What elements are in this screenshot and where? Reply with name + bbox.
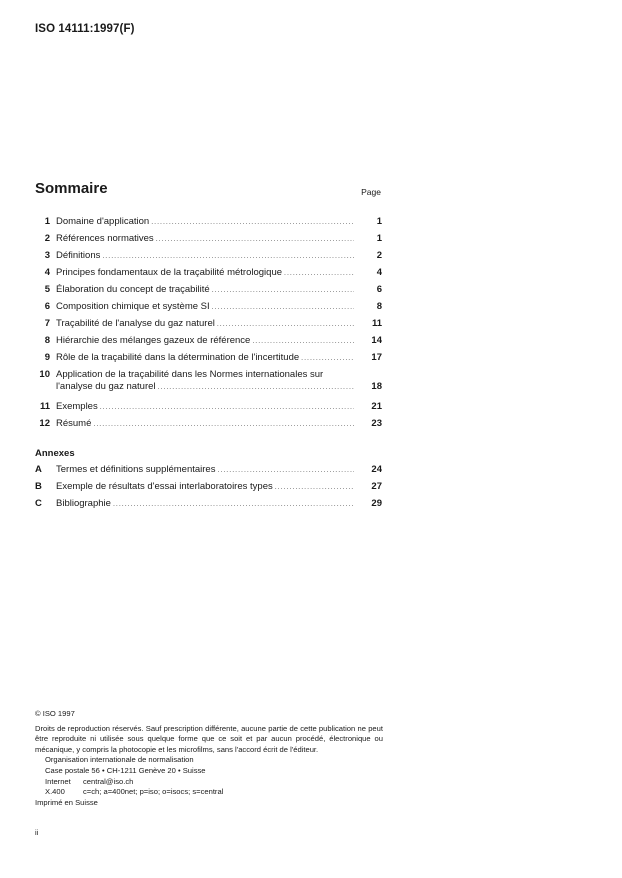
toc-entry-text: Rôle de la traçabilité dans la détermination de l'incertitude [56, 352, 300, 363]
toc-entry-page: 21 [371, 401, 382, 412]
toc-list [34, 216, 382, 435]
toc-entry[interactable] [34, 284, 382, 301]
toc-entry[interactable] [34, 352, 382, 369]
toc-entry-text: Résumé [56, 418, 92, 429]
leader-dots [113, 501, 354, 508]
toc-entry-text: Élaboration du concept de traçabilité [56, 284, 210, 295]
toc-entry-text: Exemples [56, 401, 98, 412]
annex-page: 29 [371, 498, 382, 509]
toc-entry-number: 8 [44, 335, 50, 346]
copyright-rights: Droits de reproduction réservés. Sauf prescription différente, aucune partie de cette publication ne peut être reproduite ni utilisée sous quelque forme que ce soit et par aucun procédé, électronique ou mécanique, y compris la photocopie et les microfilms, sans l'accord écrit de l'éditeur. [35, 723, 383, 754]
toc-entry[interactable] [34, 401, 382, 418]
toc-entry[interactable] [34, 250, 382, 267]
toc-entry-number: 4 [44, 267, 50, 278]
toc-entry-page: 14 [371, 335, 382, 346]
toc-entry-page: 23 [371, 418, 382, 429]
annex-entry[interactable] [34, 481, 382, 498]
toc-entry-text: Hiérarchie des mélanges gazeux de référence [56, 335, 251, 346]
annex-heading: Annexes [35, 448, 75, 459]
toc-entry-number: 7 [44, 318, 50, 329]
document-id: ISO 14111:1997(F) [35, 23, 135, 35]
annex-page: 27 [371, 481, 382, 492]
leader-dots [156, 236, 354, 243]
toc-entry-text: Composition chimique et système SI [56, 301, 210, 312]
toc-entry-text-line1: Application de la traçabilité dans les Normes internationales sur [56, 369, 324, 380]
toc-entry-page: 8 [376, 301, 382, 312]
toc-entry[interactable] [34, 418, 382, 435]
organization-address: Case postale 56 • CH-1211 Genève 20 • Suisse [45, 765, 206, 775]
leader-dots [284, 270, 354, 277]
leader-dots [93, 421, 354, 428]
toc-entry[interactable] [34, 267, 382, 284]
toc-entry-page: 1 [376, 216, 382, 227]
toc-entry[interactable] [34, 369, 382, 401]
toc-entry-text: Principes fondamentaux de la traçabilité métrologique [56, 267, 283, 278]
copyright-block [35, 709, 383, 808]
organization-name: Organisation internationale de normalisation [45, 755, 194, 765]
toc-entry-page: 1 [376, 233, 382, 244]
toc-entry-text: Domaine d'application [56, 216, 150, 227]
toc-entry-number: 3 [44, 250, 50, 261]
toc-entry[interactable] [34, 318, 382, 335]
annex-text: Bibliographie [56, 498, 111, 509]
leader-dots [275, 484, 354, 491]
toc-entry-text: Références normatives [56, 233, 154, 244]
annex-letter: B [35, 481, 42, 492]
toc-entry-page: 11 [371, 318, 382, 329]
toc-entry-page: 18 [371, 381, 382, 392]
leader-dots [217, 321, 354, 328]
leader-dots [158, 384, 354, 391]
toc-entry[interactable] [34, 216, 382, 233]
toc-entry-number: 5 [44, 284, 50, 295]
toc-entry-number: 10 [39, 369, 50, 380]
toc-entry-page: 2 [376, 250, 382, 261]
toc-entry-page: 4 [376, 267, 382, 278]
annex-text: Termes et définitions supplémentaires [56, 464, 216, 475]
x400-label: X.400 [45, 787, 65, 797]
toc-entry-number: 1 [44, 216, 50, 227]
copyright-notice: © ISO 1997 [35, 709, 75, 718]
toc-entry-number: 9 [44, 352, 50, 363]
leader-dots [102, 253, 354, 260]
internet-address: central@iso.ch [83, 776, 134, 786]
internet-label: Internet [45, 776, 71, 786]
toc-entry-number: 11 [39, 401, 50, 412]
toc-entry-number: 12 [39, 418, 50, 429]
toc-entry-number: 2 [44, 233, 50, 244]
page-number: ii [35, 828, 39, 837]
leader-dots [301, 355, 354, 362]
annex-entry[interactable] [34, 464, 382, 481]
leader-dots [100, 404, 354, 411]
leader-dots [252, 338, 354, 345]
printed-in: Imprimé en Suisse [35, 797, 98, 807]
internet-contact [35, 777, 383, 788]
annex-letter: A [35, 464, 42, 475]
toc-entry-text: Définitions [56, 250, 101, 261]
page-column-header: Page [361, 187, 381, 197]
annex-letter: C [35, 498, 42, 509]
annex-list [34, 464, 382, 515]
leader-dots [212, 287, 354, 294]
toc-entry[interactable] [34, 233, 382, 250]
toc-entry[interactable] [34, 301, 382, 318]
annex-text: Exemple de résultats d'essai interlaboratoires types [56, 481, 273, 492]
toc-title: Sommaire [35, 180, 108, 197]
toc-entry-page: 17 [371, 352, 382, 363]
x400-address: c=ch; a=400net; p=iso; o=isocs; s=central [83, 787, 224, 797]
leader-dots [217, 467, 354, 474]
leader-dots [212, 304, 354, 311]
toc-entry-page: 6 [376, 284, 382, 295]
toc-entry-number: 6 [44, 301, 50, 312]
toc-entry-text: Traçabilité de l'analyse du gaz naturel [56, 318, 215, 329]
x400-contact [35, 787, 383, 798]
toc-entry-text-line2: l'analyse du gaz naturel [56, 381, 156, 392]
annex-page: 24 [371, 464, 382, 475]
toc-entry[interactable] [34, 335, 382, 352]
leader-dots [151, 219, 354, 226]
annex-entry[interactable] [34, 498, 382, 515]
